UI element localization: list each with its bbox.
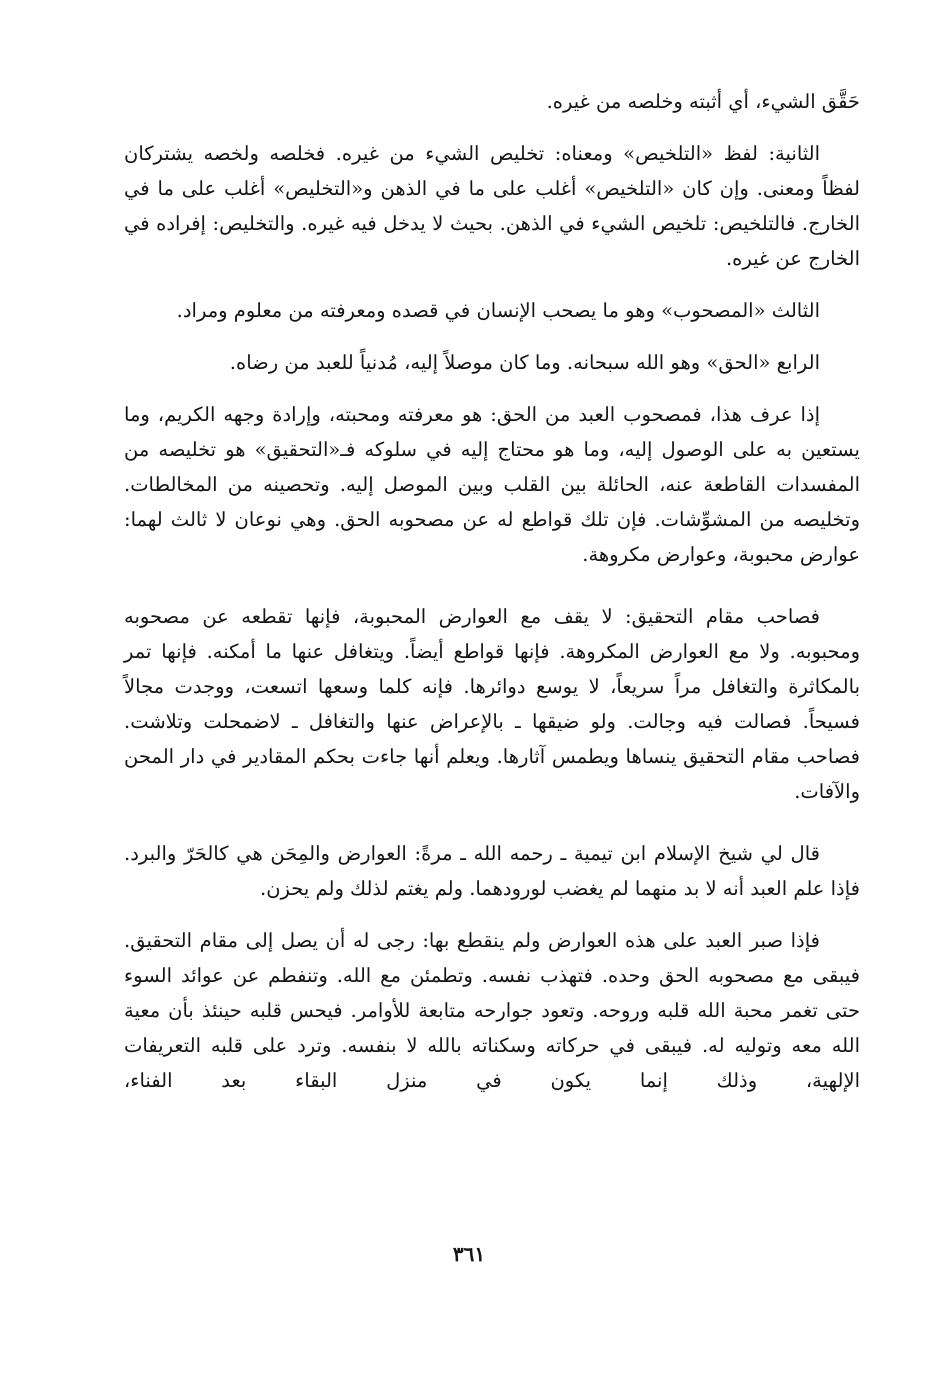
page-number: ٣٦١ [452, 1242, 486, 1266]
paragraph-3: الثالث «المصحوب» وهو ما يصحب الإنسان في قصده ومعرفته من معلوم ومراد. [176, 299, 820, 322]
paragraph-1: حَقَّق الشيء، أي أثبته وخلصه من غيره. [546, 90, 860, 113]
paragraph-5: إذا عرف هذا، فمصحوب العبد من الحق: هو معرفته ومحبته، وإرادة وجهه الكريم، وما يستعين به على الوصول إليه، وما هو محتاج إليه في سلوكه فـ«التحقيق» هو تخليصه من المفسدات القاطعة عنه، الحائلة بين القلب وبين الموصل إليه. وتحصينه من المخالطات. وتخليصه من المشوِّشات. فإن تلك قواطع له عن مصحوبه الحق. وهي نوعان لا ثالث لهما: عوارض محبوبة، وعوارض مكروهة. [124, 403, 860, 566]
paragraph-gap [124, 589, 860, 599]
paragraph-gap [124, 826, 860, 836]
paragraph-7: قال لي شيخ الإسلام ابن تيمية ـ رحمه الله ـ مرةً: العوارض والمِحَن هي كالحَرّ والبرد. فإذا علم العبد أنه لا بد منهما لم يغضب لورودهما. ولم يغتم لذلك ولم يحزن. [124, 842, 860, 900]
paragraph-8: فإذا صبر العبد على هذه العوارض ولم ينقطع بها: رجى له أن يصل إلى مقام التحقيق. فيبقى مع مصحوبه الحق وحده. فتهذب نفسه. وتطمئن مع الله. وتنفطم عن عوائد السوء حتى تغمر محبة الله قلبه وروحه. وتعود جوارحه متابعة للأوامر. فيحس قلبه حينئذ بأن معية الله معه وتوليه له. فيبقى في حركاته وسكناته بالله لا بنفسه. وترد على قلبه التعريفات الإلهية، وذلك إنما يكون في منزل البقاء بعد الفناء، [124, 929, 860, 1092]
paragraph-2: الثانية: لفظ «التلخيص» ومعناه: تخليص الشيء من غيره. فخلصه ولخصه يشتركان لفظاً ومعنى. وإن كان «التلخيص» أغلب على ما في الذهن و«التخليص» أغلب على ما في الخارج. فالتلخيص: تلخيص الشيء في الذهن. بحيث لا يدخل فيه غيره. والتخليص: إفراده في الخارج عن غيره. [124, 142, 860, 270]
paragraph-6: فصاحب مقام التحقيق: لا يقف مع العوارض المحبوبة، فإنها تقطعه عن مصحوبه ومحبوبه. ولا مع العوارض المكروهة. فإنها قواطع أيضاً. ويتغافل عنها ما أمكنه. فإنها تمر بالمكاثرة والتغافل مراً سريعاً، لا يوسع دوائرها. فإنه كلما وسعها اتسعت، ووجدت مجالاً فسيحاً. فصالت فيه وجالت. ولو ضيقها ـ بالإعراض عنها والتغافل ـ لاضمحلت وتلاشت. فصاحب مقام التحقيق ينساها ويطمس آثارها. ويعلم أنها جاءت بحكم المقادير في دار المحن والآفات. [124, 605, 860, 803]
paragraph-4: الرابع «الحق» وهو الله سبحانه. وما كان موصلاً إليه، مُدنياً للعبد من رضاه. [229, 351, 820, 374]
